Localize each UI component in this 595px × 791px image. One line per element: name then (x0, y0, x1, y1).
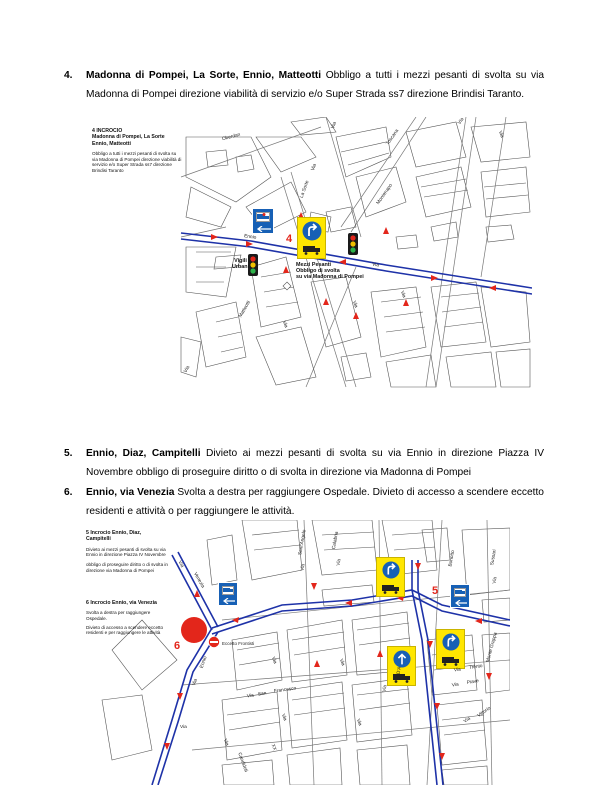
truck-turn-sign (436, 629, 465, 669)
item-text: Divieto ai mezzi pesanti di svolta su via Ennio in direzione Piazza IV Novembre obbligo di proseguire diritto o di svolta in direzione via Madonna di Pompei (86, 448, 544, 478)
truck-icon (454, 588, 466, 597)
street-label: Ennio (199, 655, 209, 670)
street-label: Montenapo (376, 183, 394, 206)
street-label: Toscana (385, 128, 401, 147)
traffic-light-icon (348, 233, 358, 255)
street-label: Bonotto (448, 549, 457, 568)
note-text: Divieto di accesso a scendere eccetto residenti e per raggiungere le attività (86, 624, 164, 636)
street-label: XX (269, 743, 277, 752)
direction-sign-right (450, 584, 470, 608)
street-label: Via (221, 738, 229, 747)
eccetto-label: Eccetto Frontisti (222, 641, 255, 646)
street-label: Via (457, 117, 466, 126)
street-label: Via (463, 716, 472, 725)
item-body (86, 66, 544, 104)
street-label: Sussari (490, 549, 498, 566)
street-label: Via (336, 558, 343, 567)
street-label: Via (310, 163, 318, 172)
traffic-light-icon (248, 254, 258, 276)
street-label: Via (246, 693, 255, 700)
street-label: Matteotti (238, 300, 252, 319)
intersection-number-5: 5 (432, 585, 439, 597)
item-body (86, 483, 544, 521)
truck-icon (442, 656, 460, 666)
street-label: Calabria (331, 531, 340, 550)
direction-sign (252, 208, 274, 234)
street-label: Via (371, 262, 380, 269)
street-label: Candidoti (236, 752, 248, 773)
vigili-label: Vigili Urbani (232, 258, 250, 270)
note-title: 5 Incrocio Ennio, Diaz, Campitelli (86, 530, 142, 543)
truck-icon (303, 245, 321, 255)
direction-sign-left (218, 582, 238, 606)
street-label: Monte Grappa (485, 632, 499, 663)
item-text: Svolta a destra per raggiungere Ospedale. Divieto di accesso a scendere eccetto residenti e attività o per raggiungere le attività. (86, 487, 544, 517)
street-label: Via (176, 560, 185, 569)
street-label: Francesco (273, 686, 297, 695)
street-label: Piave (466, 678, 480, 687)
street-label: Via (279, 713, 287, 722)
arrow-up-icon (393, 650, 411, 668)
note-title: 4 INCROCIO Madonna di Pompei, La Sorte Ennio, Matteotti (92, 128, 165, 147)
street-label: Vittorio (476, 706, 492, 719)
list-item-5 (64, 444, 544, 482)
street-label: Venezia (192, 571, 205, 590)
street-label: Via (330, 121, 338, 130)
note-text: obbligo di proseguire diritto o di svolta in direzione via Madonna di Pompei (86, 562, 168, 573)
street-label: Oberdan (221, 132, 242, 143)
street-label: Via (183, 365, 192, 374)
truck-icon (393, 673, 411, 683)
truck-turn-sign (376, 557, 405, 597)
note-text: Obbligo a tutti i mezzi pesanti di svolta su via Madonna di Pompei direzione viabilità di servizio e/o Super Strada ss7 direzione Brindisi Taranto (92, 151, 182, 173)
intersection-number: 4 (286, 233, 293, 245)
item-body (86, 444, 544, 482)
street-label: Via (496, 130, 504, 139)
item-number: 5. (64, 448, 73, 459)
truck-icon (256, 212, 270, 222)
street-label: Sant'Angelo (298, 529, 308, 556)
street-label: Trento (468, 664, 483, 671)
truck-icon (222, 586, 234, 595)
list-item-4 (64, 66, 544, 104)
street-label: Ennio (243, 234, 257, 241)
street-label: Via (492, 576, 499, 585)
street-label: D'A (396, 666, 403, 675)
street-label: Via (269, 656, 277, 665)
turn-right-arrow-icon (382, 561, 400, 579)
item-title: Ennio, via Venezia (86, 487, 175, 498)
turn-right-arrow-icon (442, 633, 460, 651)
street-label: San (257, 691, 267, 698)
item-text: Obbligo a tutti i mezzi pesanti di svolta su via Madonna di Pompei direzione viabilità di servizio e/o Super Strada ss7 direzione Brindisi Taranto. (86, 70, 545, 100)
street-label: Via (451, 682, 460, 689)
street-label: Via (191, 678, 199, 687)
map-note-5 (86, 530, 171, 573)
street-label: Via (337, 658, 345, 667)
street-label: Via (300, 563, 307, 572)
arrow-left-icon (454, 600, 468, 606)
map-note (92, 128, 182, 174)
truck-icon (382, 584, 400, 594)
street-label: Via (280, 320, 288, 329)
street-label: Via (453, 667, 462, 674)
arrow-left-icon (256, 226, 272, 232)
item-number: 4. (64, 70, 73, 81)
map-intersection-4 (86, 117, 532, 388)
street-label: Via (398, 290, 406, 299)
street-label: La Sorte (299, 180, 311, 199)
arrow-left-icon (222, 598, 236, 604)
map-note-6 (86, 600, 171, 636)
street-label: Via (382, 684, 389, 693)
turn-right-arrow-icon (302, 221, 322, 241)
note-text: Divieto ai mezzi pesanti di svolta su via Ennio in direzione Piazza IV Novembre (86, 546, 166, 558)
street-label: Via (180, 725, 187, 730)
street-label: Via (354, 718, 362, 727)
item-title: Madonna di Pompei, La Sorte, Ennio, Matteotti (86, 70, 322, 81)
item-number: 6. (64, 487, 73, 498)
truck-turn-sign (297, 217, 326, 259)
intersection-number-6: 6 (174, 640, 181, 652)
street-label: Via (350, 300, 358, 309)
truck-label: Mezzi Pesanti Obbligo di svolta su via Madonna di Pompei (296, 262, 364, 280)
note-title: 6 Incrocio Ennio, via Venezia (86, 600, 157, 606)
no-entry-icon (181, 617, 207, 643)
note-text: Svolta a destra per raggiungere Ospedale. (86, 610, 151, 621)
map-intersections-5-6 (82, 520, 510, 785)
list-item-6 (64, 483, 544, 521)
item-title: Ennio, Diaz, Campitelli (86, 448, 201, 459)
